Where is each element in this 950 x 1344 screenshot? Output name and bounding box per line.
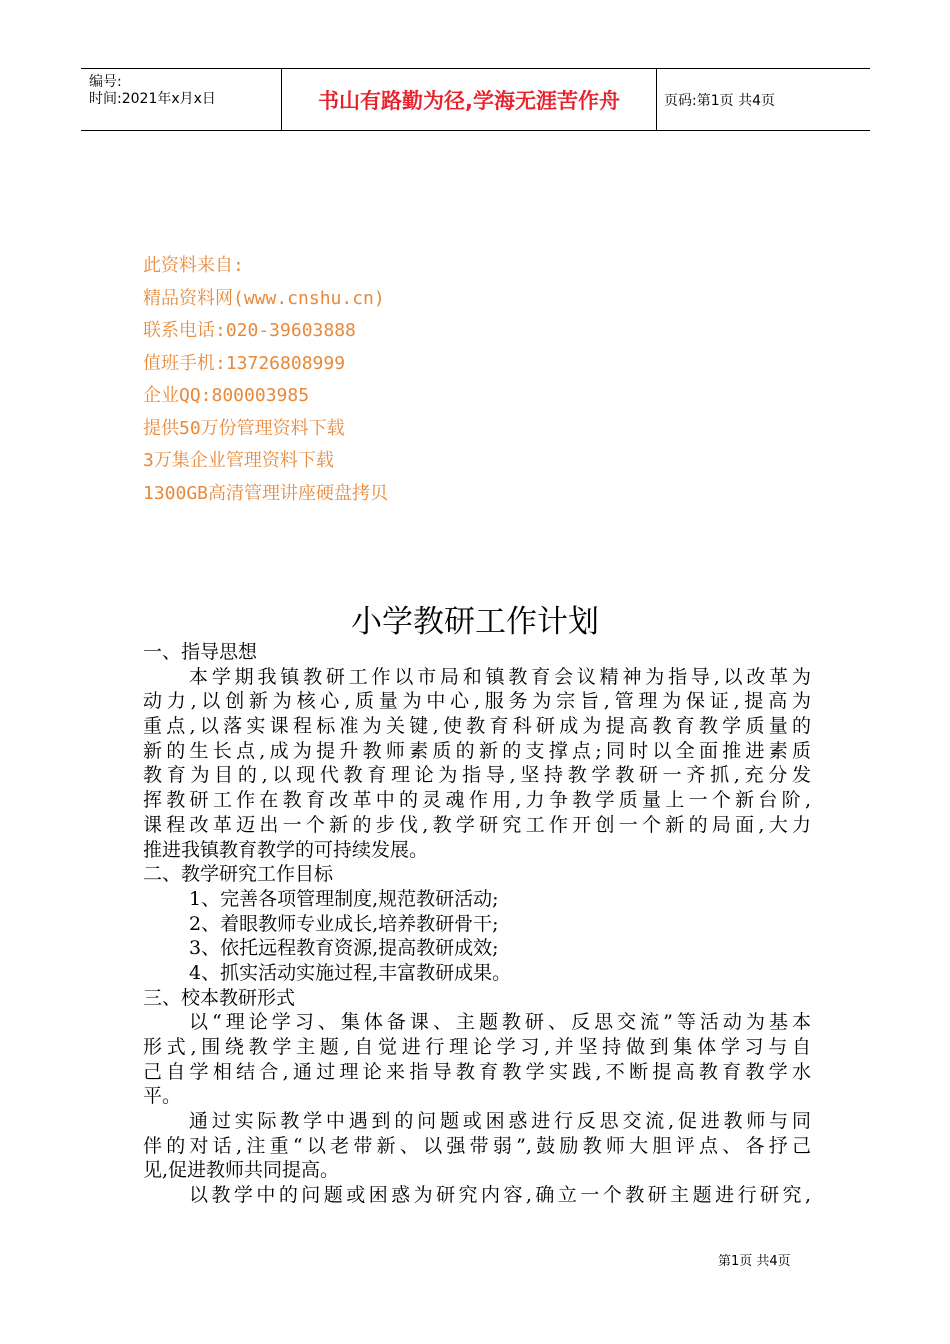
- body-line: 见,促进教师共同提高。: [143, 1159, 340, 1182]
- document-title: 小学教研工作计划: [351, 604, 599, 640]
- body-line: 三、校本教研形式: [143, 986, 296, 1009]
- body-line: 3、依托远程教育资源,提高教研成效;: [189, 937, 499, 960]
- source-line: 联系电话:020-39603888: [143, 320, 356, 341]
- header-motto: 书山有路勤为径,学海无涯苦作舟: [281, 69, 657, 130]
- body-line: 本学期我镇教研工作以市局和镇教育会议精神为指导,以改革为: [189, 665, 811, 688]
- source-line: 提供50万份管理资料下载: [143, 417, 345, 439]
- body-line: 2、着眼教师专业成长,培养教研骨干;: [189, 912, 499, 935]
- body-line: 重点,以落实课程标准为关键,使教育科研成为提高教育教学质量的: [143, 715, 811, 738]
- header-page-code: 页码:第1页 共4页: [664, 92, 775, 109]
- body-line: 伴的对话,注重“以老带新、以强带弱”,鼓励教师大胆评点、各抒己: [143, 1134, 811, 1157]
- body-line: 一、指导思想: [143, 641, 258, 663]
- time-label: 时间:2021年x月x日: [89, 91, 216, 107]
- source-line: 企业QQ:800003985: [143, 385, 310, 406]
- source-line: 3万集企业管理资料下载: [143, 450, 334, 471]
- body-line: 4、抓实活动实施过程,丰富教研成果。: [189, 961, 512, 984]
- body-line: 1、完善各项管理制度,规范教研活动;: [189, 887, 499, 910]
- header-left-cell: [81, 69, 281, 130]
- page-footer: 第1页 共4页: [718, 1254, 791, 1269]
- source-line: 1300GB高清管理讲座硬盘拷贝: [143, 482, 389, 504]
- body-line: 挥教研工作在教育改革中的灵魂作用,力争教学质量上一个新台阶,: [143, 789, 811, 812]
- body-line: 新的生长点,成为提升教师素质的新的支撑点;同时以全面推进素质: [143, 739, 811, 762]
- source-info-block: [143, 250, 388, 510]
- body-line: 形式,围绕教学主题,自觉进行理论学习,并坚持做到集体学习与自: [143, 1036, 811, 1058]
- source-line: 精品资料网(www.cnshu.cn): [143, 287, 385, 309]
- body-line: 推进我镇教育教学的可持续发展。: [143, 838, 429, 861]
- source-line: 值班手机:13726808999: [143, 352, 346, 374]
- body-line: 己自学相结合,通过理论来指导教育教学实践,不断提高教育教学水: [143, 1060, 811, 1083]
- body-line: 教育为目的,以现代教育理论为指导,坚持教学教研一齐抓,充分发: [143, 764, 811, 787]
- number-label: 编号:: [89, 74, 122, 90]
- body-line: 平。: [143, 1085, 182, 1108]
- body-line: 通过实际教学中遇到的问题或困惑进行反思交流,促进教师与同: [189, 1110, 811, 1133]
- document-body: [143, 640, 811, 1208]
- source-line: 此资料来自:: [143, 255, 244, 276]
- body-line: 课程改革迈出一个新的步伐,教学研究工作开创一个新的局面,大力: [143, 813, 811, 836]
- body-line: 以“理论学习、集体备课、主题教研、反思交流”等活动为基本: [189, 1011, 811, 1034]
- body-line: 以教学中的问题或困惑为研究内容,确立一个教研主题进行研究,: [189, 1184, 811, 1207]
- page-header: [81, 68, 870, 131]
- body-line: 动力,以创新为核心,质量为中心,服务为宗旨,管理为保证,提高为: [143, 690, 811, 713]
- body-line: 二、教学研究工作目标: [143, 863, 334, 886]
